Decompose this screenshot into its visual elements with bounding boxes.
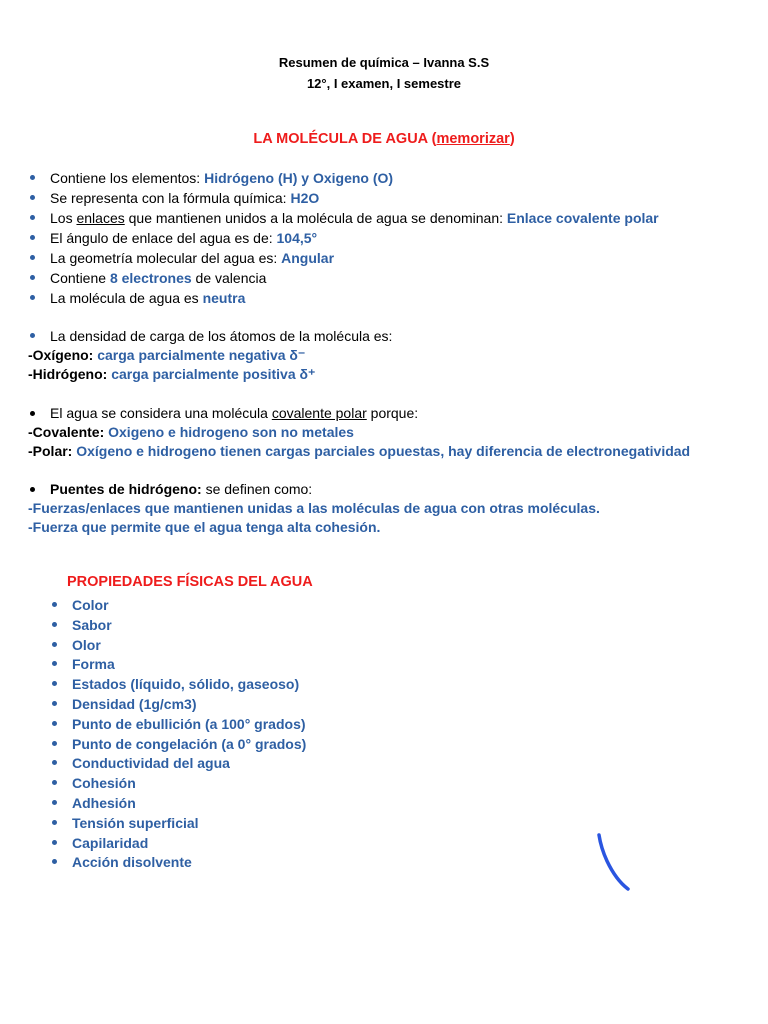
list-item-text: que mantienen unidos a la molécula de agua se denominan: (124, 210, 507, 226)
list-item-highlight: Hidrógeno (H) y Oxigeno (O) (204, 170, 394, 186)
document-subtitle: 12°, I examen, I semestre (306, 76, 462, 91)
bullet-dot-icon (52, 800, 57, 805)
section-title-propiedades: PROPIEDADES FÍSICAS DEL AGUA (67, 574, 313, 590)
covalente-value: Oxigeno e hidrogeno son no metales (108, 424, 354, 440)
oxygen-label: -Oxígeno: (28, 347, 98, 363)
list-item-text: de valencia (191, 270, 267, 286)
hbond-definition-1: -Fuerzas/enlaces que mantienen unidas a las moléculas de agua con otras moléculas. (28, 500, 600, 516)
polar-bullet-text: El agua se considera una molécula (50, 405, 272, 421)
document-title: Resumen de química – Ivanna S.S (278, 55, 490, 70)
list-item-highlight: Enlace covalente polar (506, 210, 659, 226)
list-item-highlight: neutra (202, 290, 246, 306)
bullet-dot-icon (30, 235, 35, 240)
property-item: Estados (líquido, sólido, gaseoso) (72, 676, 300, 692)
density-bullet: La densidad de carga de los átomos de la molécula es: (50, 328, 393, 344)
bullet-dot-icon (30, 411, 35, 416)
bullet-dot-icon (30, 195, 35, 200)
bullet-dot-icon (30, 333, 35, 338)
polar-bullet-underlined: covalente polar (271, 405, 367, 421)
list-item-underlined: enlaces (76, 210, 125, 226)
pen-scribble-icon (590, 828, 640, 898)
bullet-dot-icon (52, 642, 57, 647)
bullet-dot-icon (30, 175, 35, 180)
property-item: Cohesión (72, 775, 136, 791)
bullet-dot-icon (52, 602, 57, 607)
property-item: Punto de ebullición (a 100° grados) (72, 716, 306, 732)
list-item-text: Contiene los elementos: (50, 170, 205, 186)
list-item-text: La molécula de agua es (50, 290, 203, 306)
list-item-text: Los (50, 210, 77, 226)
list-item-highlight: 8 electrones (109, 270, 192, 286)
bullet-dot-icon (52, 820, 57, 825)
list-item-highlight: Angular (281, 250, 335, 266)
property-item: Sabor (72, 617, 112, 633)
covalente-line (28, 423, 354, 441)
polar-label: -Polar: (28, 443, 77, 459)
density-hydrogen (28, 365, 315, 383)
polar-bullet (50, 404, 418, 422)
bullet-dot-icon (52, 721, 57, 726)
hydrogen-value: carga parcialmente positiva δ⁺ (111, 366, 316, 382)
bullet-dot-icon (52, 760, 57, 765)
list-item (50, 269, 266, 287)
property-item: Tensión superficial (72, 815, 199, 831)
bullet-dot-icon (52, 859, 57, 864)
polar-bullet-text: porque: (366, 405, 419, 421)
bullet-dot-icon (30, 295, 35, 300)
density-oxygen (28, 346, 305, 364)
bullet-dot-icon (30, 275, 35, 280)
list-item (50, 289, 245, 307)
list-item (50, 249, 334, 267)
property-item: Adhesión (72, 795, 136, 811)
list-item-text: El ángulo de enlace del agua es de: (50, 230, 277, 246)
bullet-dot-icon (52, 661, 57, 666)
bullet-dot-icon (52, 681, 57, 686)
polar-value: Oxígeno e hidrogeno tienen cargas parciales opuestas, hay diferencia de electronegatividad (76, 443, 691, 459)
property-item: Forma (72, 656, 115, 672)
hbond-text: se definen como: (201, 481, 313, 497)
property-item: Conductividad del agua (72, 755, 230, 771)
bullet-dot-icon (52, 622, 57, 627)
property-item: Color (72, 597, 109, 613)
hydrogen-label: -Hidrógeno: (28, 366, 112, 382)
list-item (50, 229, 317, 247)
list-item (50, 169, 393, 187)
property-item: Punto de congelación (a 0° grados) (72, 736, 307, 752)
oxygen-value: carga parcialmente negativa δ⁻ (97, 347, 306, 363)
property-item: Capilaridad (72, 835, 149, 851)
section-title-end: ) (509, 131, 515, 147)
bullet-dot-icon (30, 255, 35, 260)
bullet-dot-icon (30, 487, 35, 492)
list-item (50, 209, 659, 227)
bullet-dot-icon (52, 701, 57, 706)
covalente-label: -Covalente: (28, 424, 109, 440)
bullet-dot-icon (52, 840, 57, 845)
list-item-highlight: 104,5° (276, 230, 318, 246)
bullet-dot-icon (52, 741, 57, 746)
property-item: Olor (72, 637, 101, 653)
hbond-label: Puentes de hidrógeno: (50, 481, 202, 497)
list-item-text: Se representa con la fórmula química: (50, 190, 291, 206)
hbond-definition-2: -Fuerza que permite que el agua tenga alta cohesión. (28, 519, 381, 535)
property-item: Acción disolvente (72, 854, 192, 870)
list-item-text: Contiene (50, 270, 110, 286)
section-title-molecula (0, 131, 768, 147)
list-item-highlight: H2O (290, 190, 320, 206)
bullet-dot-icon (52, 780, 57, 785)
memorizar-link: memorizar (436, 131, 510, 147)
polar-line (28, 442, 690, 460)
list-item (50, 189, 319, 207)
section-title-text: LA MOLÉCULA DE AGUA ( (253, 131, 437, 147)
list-item-text: La geometría molecular del agua es: (50, 250, 282, 266)
hbond-bullet (50, 480, 312, 498)
property-item: Densidad (1g/cm3) (72, 696, 197, 712)
bullet-dot-icon (30, 215, 35, 220)
